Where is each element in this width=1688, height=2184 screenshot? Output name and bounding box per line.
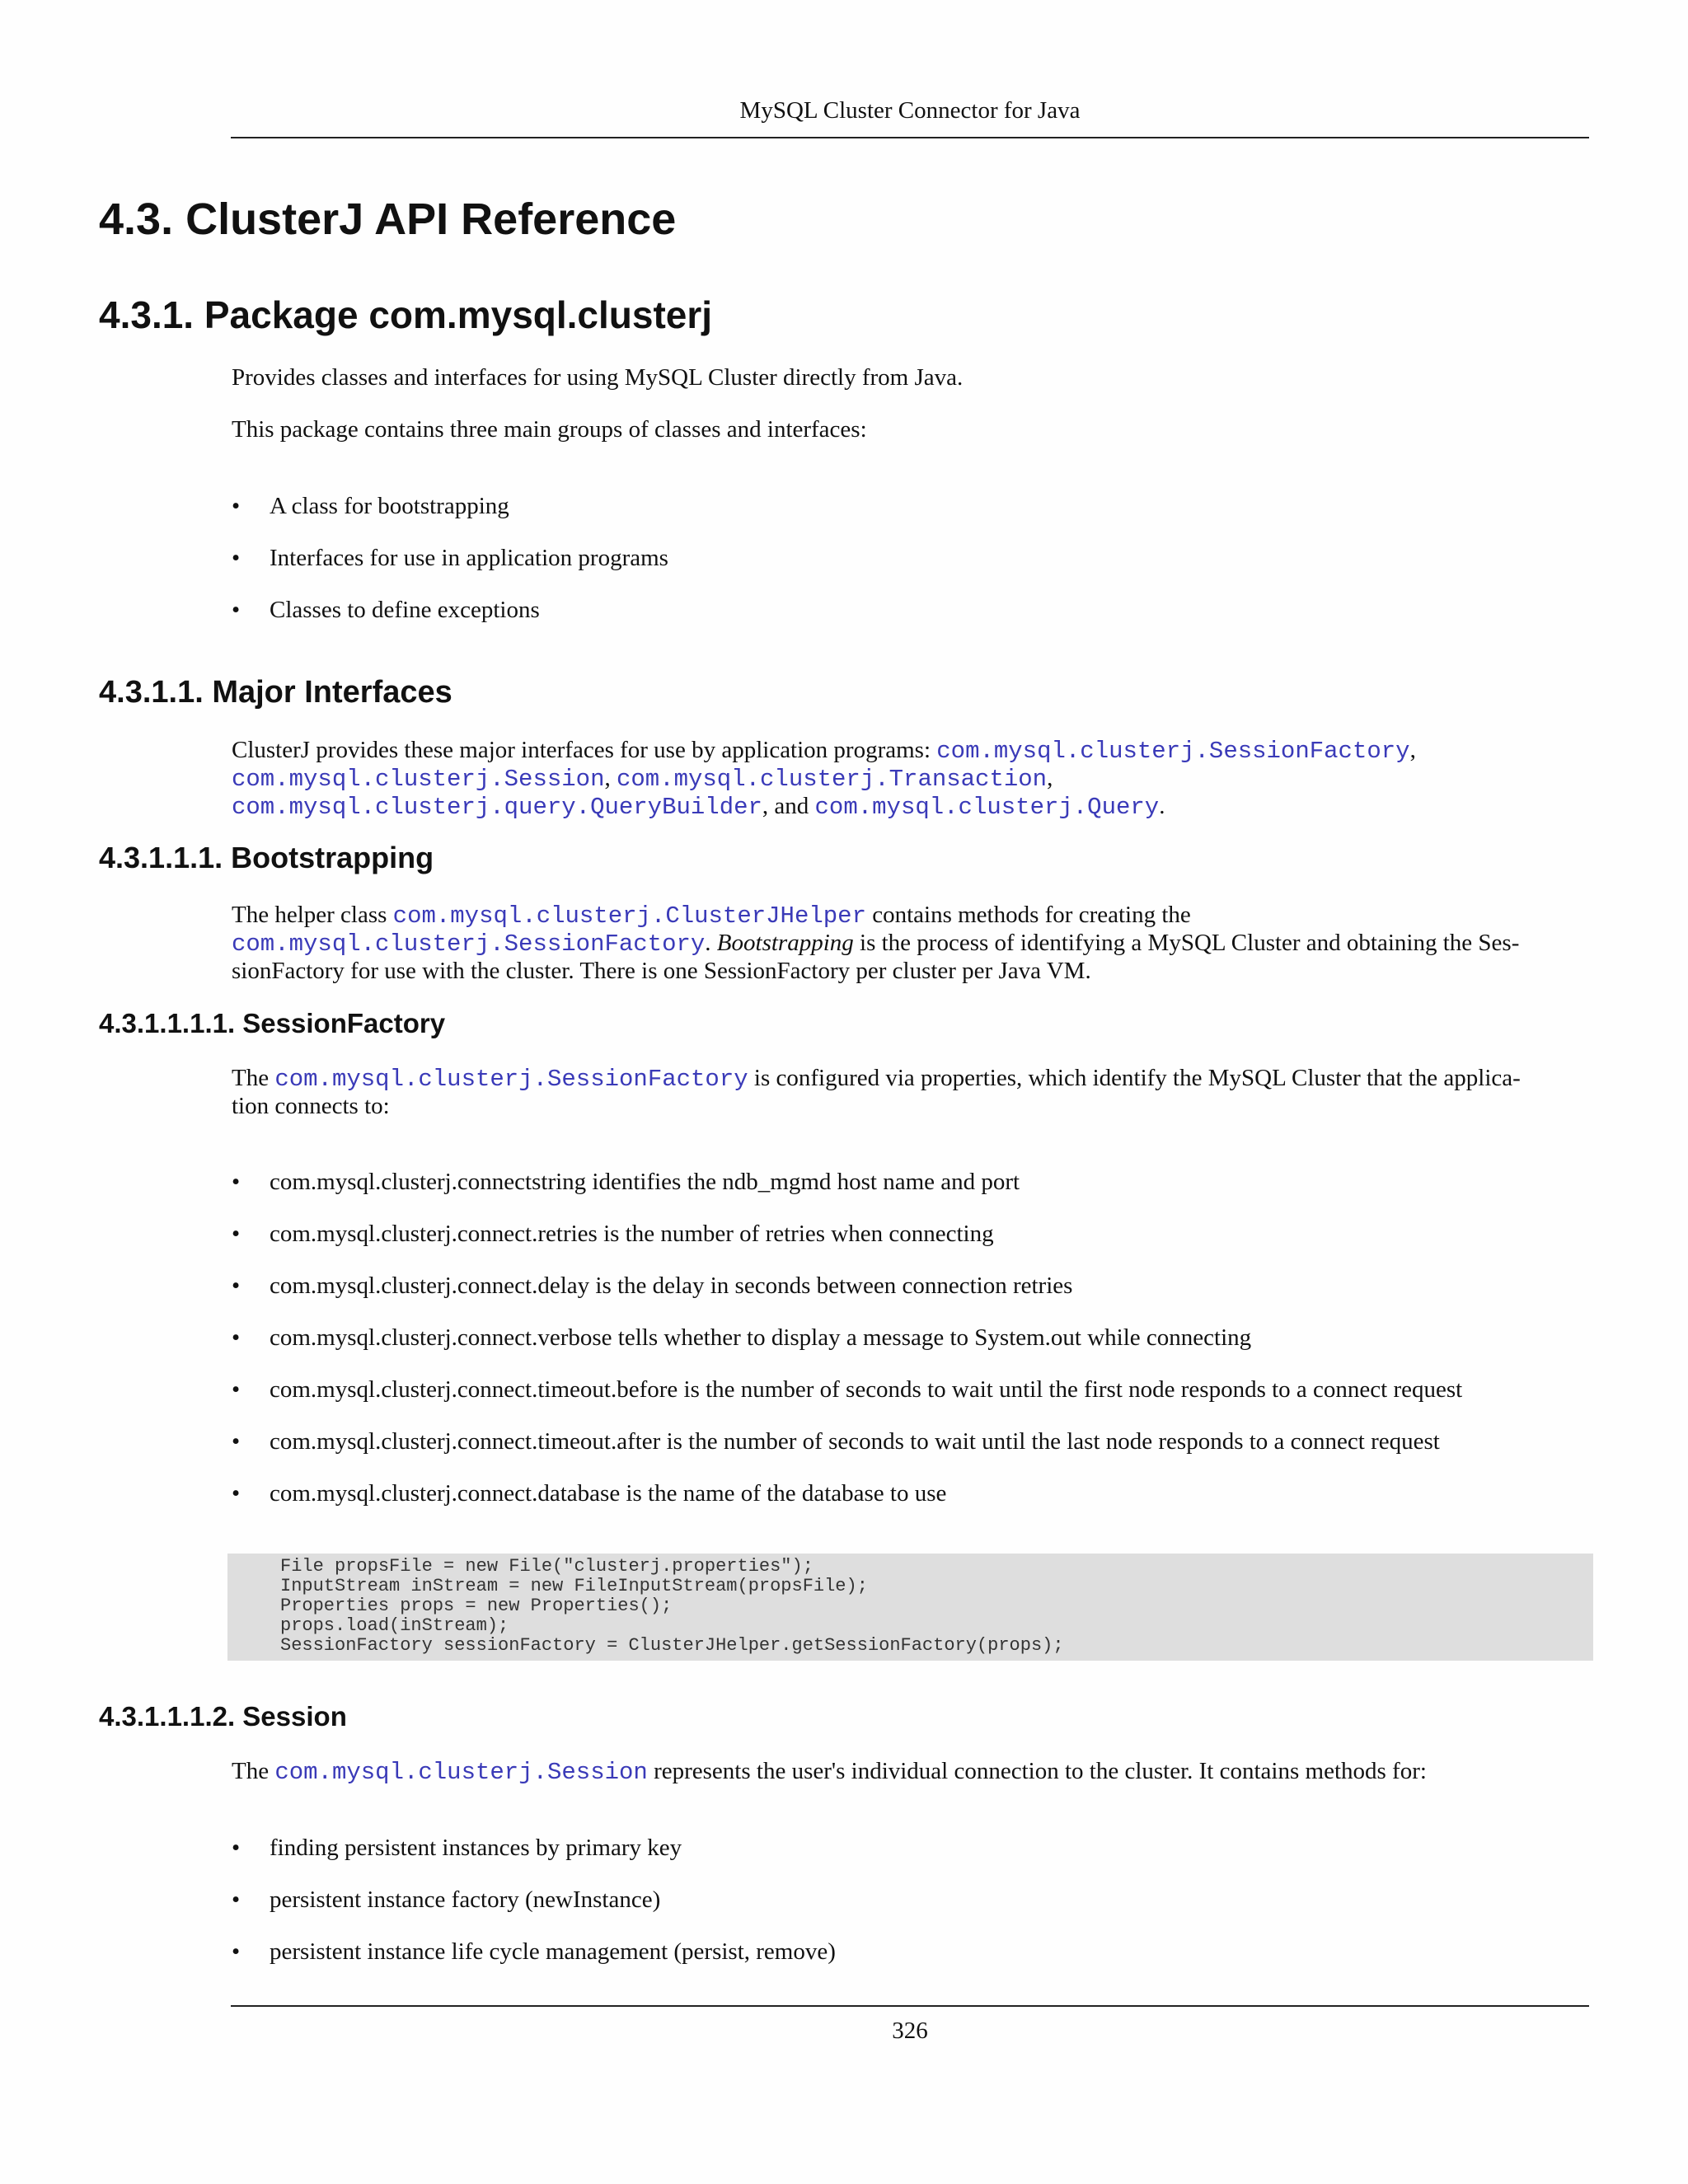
list-item bbox=[232, 1376, 1577, 1428]
section-title-4-3: 4.3. ClusterJ API Reference bbox=[99, 194, 677, 244]
emphasis-term: Bootstrapping bbox=[716, 930, 854, 956]
text-run: is the process of identifying a MySQL Cluster and obtaining the Ses- bbox=[853, 930, 1520, 956]
text-run: is configured via properties, which identify the MySQL Cluster that the applica- bbox=[748, 1065, 1521, 1091]
list-item-text: com.mysql.clusterj.connect.verbose tells whether to display a message to System.out while connecting bbox=[270, 1324, 1252, 1351]
major-interfaces-paragraph bbox=[232, 737, 1577, 821]
sessionfactory-properties-list bbox=[232, 1169, 1577, 1532]
bullet-glyph: • bbox=[232, 493, 241, 519]
text-run: , bbox=[1409, 737, 1416, 763]
section-title-4-3-1: 4.3.1. Package com.mysql.clusterj bbox=[99, 293, 713, 336]
bullet-glyph: • bbox=[232, 1835, 241, 1861]
list-item bbox=[232, 1938, 1577, 1990]
bullet-glyph: • bbox=[232, 1480, 241, 1507]
section-title-4-3-1-1-1-1: 4.3.1.1.1.1. SessionFactory bbox=[99, 1008, 446, 1038]
bullet-glyph: • bbox=[232, 1886, 241, 1913]
bullet-glyph: • bbox=[232, 1428, 241, 1455]
header-rule bbox=[231, 137, 1589, 138]
list-item-text: Interfaces for use in application programs bbox=[270, 545, 668, 571]
code-link-transaction[interactable]: com.mysql.clusterj.Transaction bbox=[616, 766, 1048, 793]
list-item bbox=[232, 493, 1577, 545]
list-item-text: Classes to define exceptions bbox=[270, 597, 540, 623]
bullet-glyph: • bbox=[232, 1221, 241, 1247]
bullet-glyph: • bbox=[232, 545, 241, 571]
package-groups-list bbox=[232, 493, 1577, 649]
text-run: , and bbox=[762, 793, 815, 819]
list-item-text: com.mysql.clusterj.connect.retries is the number of retries when connecting bbox=[270, 1221, 994, 1247]
text-run: . bbox=[1159, 793, 1165, 819]
list-item-text: com.mysql.clusterj.connect.database is the name of the database to use bbox=[270, 1480, 947, 1507]
bullet-glyph: • bbox=[232, 1376, 241, 1403]
code-link-sessionfactory[interactable]: com.mysql.clusterj.SessionFactory bbox=[274, 1066, 748, 1093]
code-link-query[interactable]: com.mysql.clusterj.Query bbox=[814, 794, 1160, 821]
list-item-text: persistent instance life cycle management (persist, remove) bbox=[270, 1938, 836, 1965]
list-item-text: persistent instance factory (newInstance) bbox=[270, 1886, 661, 1913]
text-run: tion connects to: bbox=[232, 1093, 390, 1119]
package-groups-paragraph: This package contains three main groups of classes and interfaces: bbox=[232, 416, 867, 443]
text-run: The bbox=[232, 1758, 275, 1784]
code-link-sessionfactory[interactable]: com.mysql.clusterj.SessionFactory bbox=[232, 930, 706, 958]
page-number: 326 bbox=[892, 2018, 928, 2044]
list-item bbox=[232, 1886, 1577, 1938]
bootstrapping-paragraph bbox=[232, 902, 1577, 985]
list-item-text: com.mysql.clusterj.connectstring identifies the ndb_mgmd host name and port bbox=[270, 1169, 1020, 1195]
list-item bbox=[232, 1428, 1577, 1480]
package-intro-paragraph: Provides classes and interfaces for using MySQL Cluster directly from Java. bbox=[232, 364, 964, 391]
list-item-text: A class for bootstrapping bbox=[270, 493, 509, 519]
list-item-text: com.mysql.clusterj.connect.timeout.after is the number of seconds to wait until the last node responds to a connect request bbox=[270, 1428, 1440, 1455]
list-item-text: finding persistent instances by primary key bbox=[270, 1835, 682, 1861]
list-item bbox=[232, 597, 1577, 649]
running-header: MySQL Cluster Connector for Java bbox=[739, 97, 1081, 124]
section-title-4-3-1-1: 4.3.1.1. Major Interfaces bbox=[99, 675, 452, 710]
list-item bbox=[232, 1272, 1577, 1324]
bullet-glyph: • bbox=[232, 1169, 241, 1195]
text-run: sionFactory for use with the cluster. There is one SessionFactory per cluster per Java VM. bbox=[232, 958, 1091, 984]
footer-rule bbox=[231, 2005, 1589, 2007]
list-item bbox=[232, 1480, 1577, 1532]
code-link-session[interactable]: com.mysql.clusterj.Session bbox=[274, 1759, 648, 1786]
list-item-text: com.mysql.clusterj.connect.timeout.before is the number of seconds to wait until the first node responds to a connect request bbox=[270, 1376, 1463, 1403]
section-title-4-3-1-1-1-2: 4.3.1.1.1.2. Session bbox=[99, 1701, 347, 1732]
sessionfactory-paragraph bbox=[232, 1065, 1577, 1120]
text-run: The helper class bbox=[232, 902, 393, 928]
bullet-glyph: • bbox=[232, 1938, 241, 1965]
text-run: , bbox=[604, 765, 617, 791]
text-run: contains methods for creating the bbox=[865, 902, 1191, 928]
session-methods-list bbox=[232, 1835, 1577, 1990]
text-run: , bbox=[1047, 765, 1053, 791]
list-item bbox=[232, 545, 1577, 597]
code-link-session[interactable]: com.mysql.clusterj.Session bbox=[232, 766, 605, 793]
bullet-glyph: • bbox=[232, 1272, 241, 1299]
text-run: . bbox=[705, 930, 717, 956]
code-link-sessionfactory[interactable]: com.mysql.clusterj.SessionFactory bbox=[936, 738, 1410, 765]
list-item bbox=[232, 1169, 1577, 1221]
bullet-glyph: • bbox=[232, 597, 241, 623]
list-item bbox=[232, 1324, 1577, 1376]
bullet-glyph: • bbox=[232, 1324, 241, 1351]
text-run: represents the user's individual connection to the cluster. It contains methods for: bbox=[647, 1758, 1427, 1784]
list-item bbox=[232, 1221, 1577, 1272]
text-run: The bbox=[232, 1065, 275, 1091]
list-item-text: com.mysql.clusterj.connect.delay is the delay in seconds between connection retries bbox=[270, 1272, 1073, 1299]
text-run: ClusterJ provides these major interfaces for use by application programs: bbox=[232, 737, 937, 763]
code-link-querybuilder[interactable]: com.mysql.clusterj.query.QueryBuilder bbox=[232, 794, 762, 821]
list-item bbox=[232, 1835, 1577, 1886]
session-paragraph bbox=[232, 1758, 1577, 1786]
section-title-4-3-1-1-1: 4.3.1.1.1. Bootstrapping bbox=[99, 841, 434, 874]
code-example-block: File propsFile = new File("clusterj.properties"); InputStream inStream = new FileInputStream(propsFile); Properties props = new Properties(); props.load(inStream); SessionFactory sessionFactory = ClusterJHelper.getSessionFactory(props); bbox=[227, 1554, 1593, 1661]
code-link-clusterjhelper[interactable]: com.mysql.clusterj.ClusterJHelper bbox=[392, 902, 866, 930]
